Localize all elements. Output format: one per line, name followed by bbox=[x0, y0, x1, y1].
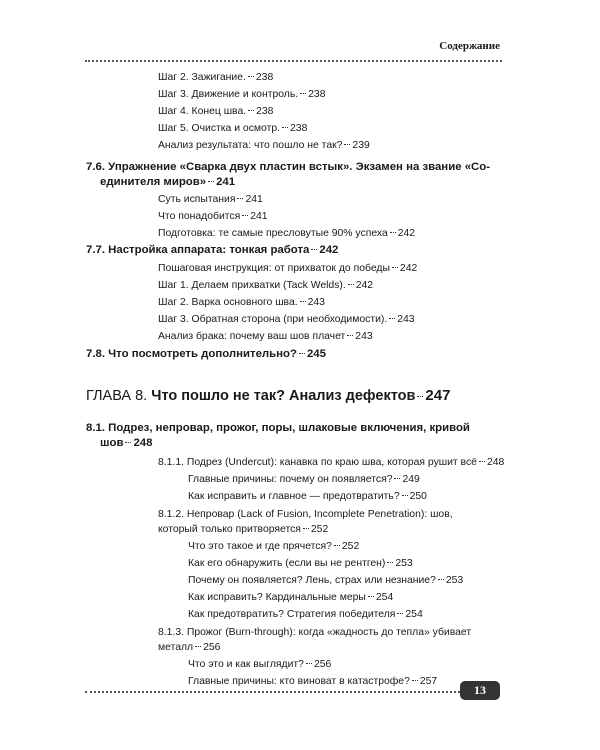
dot-leader bbox=[334, 545, 340, 546]
dot-leader bbox=[387, 562, 393, 563]
page-ref: 239 bbox=[352, 140, 370, 151]
page-ref: 252 bbox=[310, 524, 329, 535]
page-ref: 248 bbox=[133, 437, 153, 449]
page-ref: 238 bbox=[308, 89, 326, 100]
dot-leader bbox=[300, 93, 306, 94]
dot-leader bbox=[248, 76, 254, 77]
dot-leader bbox=[397, 613, 403, 614]
page-ref: 241 bbox=[216, 176, 236, 188]
dot-leader bbox=[348, 284, 354, 285]
dot-leader bbox=[390, 232, 396, 233]
section-title-line: 8.1. Подрез, непровар, прожог, поры, шлаковые включения, кривой bbox=[86, 422, 470, 434]
page-ref: 238 bbox=[256, 106, 274, 117]
dot-leader bbox=[195, 646, 201, 647]
section-title-line: 7.6. Упражнение «Сварка двух пластин встык». Экзамен на звание «Со- bbox=[86, 161, 491, 173]
page-ref: 241 bbox=[245, 194, 263, 205]
page-ref: 254 bbox=[375, 592, 394, 603]
page-ref: 256 bbox=[313, 659, 332, 670]
dot-leader bbox=[438, 579, 444, 580]
subsection-title-line: 8.1.3. Прожог (Burn-through): когда «жадность до тепла» убивает bbox=[158, 627, 472, 638]
dot-leader bbox=[299, 353, 305, 354]
page-ref: 250 bbox=[409, 491, 427, 502]
dot-leader bbox=[282, 127, 288, 128]
dot-leader bbox=[394, 478, 400, 479]
dot-leader bbox=[479, 461, 485, 462]
dot-leader bbox=[344, 144, 350, 145]
page-ref: 245 bbox=[306, 348, 326, 360]
page-ref: 248 bbox=[486, 457, 505, 468]
dot-leader bbox=[347, 335, 353, 336]
footer-dotted-rule bbox=[85, 691, 460, 693]
dot-leader bbox=[417, 396, 423, 397]
page-ref: 242 bbox=[355, 280, 374, 291]
page-ref: 243 bbox=[307, 297, 325, 308]
page-ref: 242 bbox=[399, 263, 418, 274]
document-page: Содержание Шаг 2. Зажигание. 238 Шаг 3. Движение и контроль. 238 Шаг 4. Конец шва. 238 Шаг 5. Очистка и осмотр. 238 Анализ результата: что пошло не так? 239 7.6. Упражнение «Сварка двух пластин встык». Экзамен на звание «Со- единителя миров» 241 Суть испытания 241 Что понадобится 241 Подготовка: те самые пресловутые 90% успеха 242 7.7. Настройка аппарата: тонкая работа 242 Пошаговая инструкция: от прихваток до победы 242 Шаг 1. Делаем прихватки (Tack Welds). 242 Шаг 2. Варка основного шва. 243 Шаг 3. Обратная сторона (при необходимости). 243 Анализ брака: почему ваш шов плачет 243 7.8. Что посмотреть дополнительно? 245 ГЛАВА 8. Что пошло не так? Анализ дефектов 247 8.1. Подрез, непровар, прожог, поры, шлаковые включения, кривой шов 248 8.1.1. Подрез (Undercut): канавка по краю шва, которая рушит всё 248 Главные причины: почему он появляется? 249 Как исправить и главное — предотвратить? 250 8.1.2. Непровар (Lack of Fusion, Incomplete Penetration): шов, который только притворяется 252 Что это такое и где прячется? 252 Как его обнаружить (если вы не рентген) 253 Почему он появляется? Лень, страх или незнание? 253 Как исправить? Кардинальные меры 254 Как предотвратить? Стратегия победителя 254 8.1.3. Прожог (Burn-through): когда «жадность до тепла» убивает металл 256 Что это и как выглядит? 256 Главные причины: кто виноват в катастрофе? 257 13 bbox=[0, 0, 600, 750]
dot-leader bbox=[237, 198, 243, 199]
page-ref: 242 bbox=[319, 244, 339, 256]
page-ref: 242 bbox=[397, 228, 416, 239]
header-dotted-rule bbox=[85, 60, 502, 62]
dot-leader bbox=[300, 301, 306, 302]
page-ref: 256 bbox=[203, 642, 221, 653]
page-ref: 257 bbox=[419, 676, 438, 687]
dot-leader bbox=[412, 680, 418, 681]
dot-leader bbox=[306, 663, 312, 664]
running-header: Содержание bbox=[439, 40, 500, 52]
page-ref: 252 bbox=[341, 541, 360, 552]
page-ref: 253 bbox=[395, 558, 413, 569]
dot-leader bbox=[368, 596, 374, 597]
dot-leader bbox=[303, 528, 309, 529]
dot-leader bbox=[311, 249, 317, 250]
dot-leader bbox=[242, 215, 248, 216]
page-ref: 247 bbox=[425, 387, 451, 404]
page-ref: 253 bbox=[445, 575, 464, 586]
page-number-badge: 13 bbox=[460, 681, 500, 700]
dot-leader bbox=[392, 267, 398, 268]
subsection-title-line: 8.1.2. Непровар (Lack of Fusion, Incomplete Penetration): шов, bbox=[158, 509, 453, 520]
dot-leader bbox=[389, 318, 395, 319]
page-ref: 238 bbox=[290, 123, 308, 134]
page-ref: 254 bbox=[405, 609, 423, 620]
page-ref: 241 bbox=[250, 211, 268, 222]
page-ref: 243 bbox=[355, 331, 373, 342]
page-ref: 238 bbox=[255, 72, 274, 83]
dot-leader bbox=[208, 181, 214, 182]
dot-leader bbox=[125, 442, 131, 443]
dot-leader bbox=[248, 110, 254, 111]
page-ref: 249 bbox=[402, 474, 420, 485]
page-ref: 243 bbox=[397, 314, 415, 325]
chapter-title: Что пошло не так? Анализ дефектов bbox=[151, 388, 416, 404]
chapter-label: ГЛАВА 8. bbox=[86, 388, 148, 404]
dot-leader bbox=[402, 495, 408, 496]
